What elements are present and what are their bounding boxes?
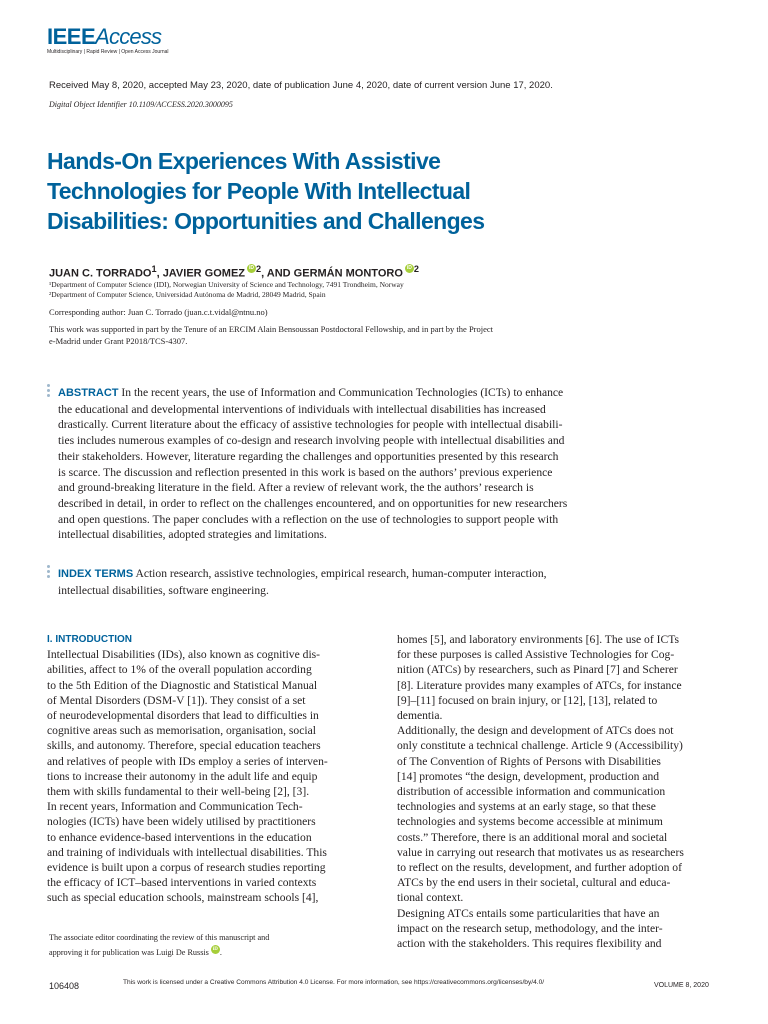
body-text-line: only constitute a technical challenge. Article 9 (Accessibility) [397, 739, 683, 753]
doi: Digital Object Identifier 10.1109/ACCESS.2020.3000095 [49, 100, 233, 109]
footnote-line: approving it for publication was Luigi De Russis [49, 948, 209, 957]
body-text-line: ATCs by the end users in their societal, cultural and educa- [397, 876, 671, 890]
funding-statement [49, 323, 609, 347]
body-text-line: value in carrying out research that motivates us as researchers [397, 845, 684, 859]
corresponding-author: Corresponding author: Juan C. Torrado (juan.c.t.vidal@ntnu.no) [49, 307, 268, 317]
body-text-line: cognitive areas such as memorisation, organisation, social [47, 724, 316, 738]
page-number: 106408 [49, 981, 80, 991]
body-text-line: of The Convention of Rights of Persons with Disabilities [397, 754, 661, 768]
body-text-line: In recent years, Information and Communication Tech- [47, 800, 303, 814]
author-name: , AND GERMÁN MONTORO [261, 267, 403, 280]
body-text-line: technologies and systems at an early stage, so that these [397, 800, 656, 814]
body-text-line: Intellectual Disabilities (IDs), also known as cognitive dis- [47, 648, 321, 662]
abstract-line: and open questions. The paper concludes with a reflection on the use of technologies to support people with [58, 512, 559, 526]
left-column-text [47, 647, 370, 905]
body-text-line: homes [5], and laboratory environments [6]. The use of ICTs [397, 633, 679, 646]
body-text-line: evidence is built upon a corpus of research studies reporting [47, 861, 326, 875]
abstract-line: drastically. Current literature about the efficacy of assistive technologies for people with intellectual disabili- [58, 418, 563, 432]
author-affiliation-mark: 1 [151, 264, 157, 274]
editor-footnote: The associate editor coordinating the review of this manuscript and approving it for publication was Luigi De Russis iD . [49, 930, 369, 960]
affiliation: ²Department of Computer Science, Universidad Autónoma de Madrid, 28049 Madrid, Spain [49, 290, 326, 299]
orcid-icon[interactable]: iD [406, 265, 412, 271]
body-text-line: for these purposes is called Assistive Technologies for Cog- [397, 648, 675, 662]
abstract [58, 385, 730, 543]
body-text-line: skills, and autonomy. Therefore, special education teachers [47, 739, 321, 753]
right-column-text [397, 632, 720, 951]
funding-line: This work was supported in part by the Tenure of an ERCIM Alain Bensoussan Postdoctoral Fellowship, and in part by the Project [49, 324, 494, 334]
right-column [397, 632, 720, 951]
abstract-line: the educational and developmental interventions of individuals with intellectual disabilities has increased [58, 402, 546, 416]
body-text-line: [9]–[11] focused on brain injury, or [12], [13], related to [397, 693, 658, 707]
abstract-marker-icon [47, 384, 51, 399]
body-text-line: dementia. [397, 709, 443, 723]
author-affiliation-mark: 2 [413, 264, 419, 274]
abstract-line: their stakeholders. However, literature regarding the challenges and opportunities presented by this research [58, 449, 559, 463]
body-text-line: [14] promotes “the design, development, production and [397, 769, 660, 783]
logo-access: Access [95, 24, 162, 49]
body-text-line: action with the stakeholders. This requires flexibility and [397, 937, 662, 951]
body-text-line: to the 5th Edition of the Diagnostic and Statistical Manual [47, 678, 318, 692]
abstract-line: intellectual disabilities, adopted strategies and limitations. [58, 528, 327, 542]
body-text-line: to enhance evidence-based interventions in the education [47, 830, 312, 844]
license-notice[interactable]: This work is licensed under a Creative Commons Attribution 4.0 License. For more information, see https://creativecommons.org/licenses/by/4.0/ [123, 979, 545, 986]
body-text-line: impact on the research setup, methodology, and the inter- [397, 921, 663, 935]
body-text-line: the efficacy of ICT–based interventions in varied contexts [47, 876, 317, 890]
body-text-line: [8]. Literature provides many examples of ATCs, for instance [397, 678, 682, 692]
abstract-line: ties includes numerous examples of co-design and research involving people with intellectual disabilities and [58, 434, 565, 448]
body-text-line: to reflect on the results, development, and further adoption of [397, 861, 682, 875]
body-text-line: them with skills fundamental to their well-being [2], [3]. [47, 785, 310, 799]
body-text-line: of Mental Disorders (DSM-V [1]). They consist of a set [47, 693, 306, 707]
logo-ieee: IEEE [47, 24, 96, 49]
logo-tagline: Multidisciplinary | Rapid Review | Open Access Journal [47, 49, 169, 55]
body-text-line: tional context. [397, 891, 464, 905]
body-text-line: tions to increase their autonomy in the adult life and equip [47, 769, 318, 783]
abstract-line: is scarce. The discussion and reflection presented in this work is based on the authors’ previous experience [58, 465, 553, 479]
body-text-line: abilities, affect to 1% of the overall population according [47, 663, 312, 677]
orcid-icon[interactable]: iD [249, 265, 254, 271]
body-text-line: of neurodevelopmental disorders that lead to difficulties in [47, 709, 319, 723]
body-text-line: such as special education schools, mainstream schools [4], [47, 891, 319, 905]
body-text-line: technologies and systems become accessible at minimum [397, 815, 663, 829]
index-terms-label: INDEX TERMS [58, 568, 134, 580]
abstract-line: and ground-breaking literature in the field. After a review of relevant work, the the authors’ research is [58, 481, 534, 495]
affiliation: ¹Department of Computer Science (IDI), Norwegian University of Science and Technology, 7491 Trondheim, Norway [49, 280, 404, 289]
body-text-line: costs.” Therefore, there is an additional moral and societal [397, 830, 668, 844]
abstract-label: ABSTRACT [58, 387, 119, 399]
title-line: Hands-On Experiences With Assistive [47, 148, 441, 174]
author-name: , JAVIER GOMEZ [156, 267, 245, 280]
body-text-line: distribution of accessible information and communication [397, 785, 666, 799]
journal-logo [47, 24, 169, 55]
body-text-line: and relatives of people with IDs employ a series of interven- [47, 754, 328, 768]
body-text-line: Additionally, the design and development of ATCs does not [397, 724, 674, 738]
abstract-line: described in detail, in order to reflect on the challenges encountered, and on opportunities for new researchers [58, 496, 568, 510]
index-terms-text: Action research, assistive technologies, empirical research, human-computer interaction, [133, 567, 547, 580]
paper-title [47, 146, 567, 236]
title-line: Disabilities: Opportunities and Challenges [47, 208, 485, 234]
volume-info: VOLUME 8, 2020 [654, 982, 709, 989]
orcid-icon[interactable]: iD [212, 947, 218, 952]
received-dates: Received May 8, 2020, accepted May 23, 2020, date of publication June 4, 2020, date of current version June 17, 2020. [49, 80, 553, 91]
left-column [47, 632, 370, 906]
index-terms-marker-icon [47, 565, 51, 580]
author-affiliation-mark: 2 [256, 264, 262, 274]
footnote-line: The associate editor coordinating the review of this manuscript and [49, 933, 270, 942]
index-terms [58, 566, 730, 598]
section-heading: I. INTRODUCTION [47, 634, 132, 645]
funding-line: e-Madrid under Grant P2018/TCS-4307. [49, 336, 188, 346]
body-text-line: and training of individuals with intellectual disabilities. This [47, 845, 327, 859]
title-line: Technologies for People With Intellectual [47, 178, 471, 204]
body-text-line: nologies (ICTs) have been widely utilised by practitioners [47, 815, 316, 829]
abstract-text: In the recent years, the use of Information and Communication Technologies (ICTs) to enhance [118, 386, 564, 399]
body-text-line: Designing ATCs entails some particularities that have an [397, 906, 660, 920]
author-list [49, 264, 419, 280]
index-terms-line: intellectual disabilities, software engineering. [58, 583, 269, 597]
body-text-line: nition (ATCs) by researchers, such as Pinard [7] and Scherer [397, 663, 678, 677]
author-name: JUAN C. TORRADO [49, 267, 152, 280]
